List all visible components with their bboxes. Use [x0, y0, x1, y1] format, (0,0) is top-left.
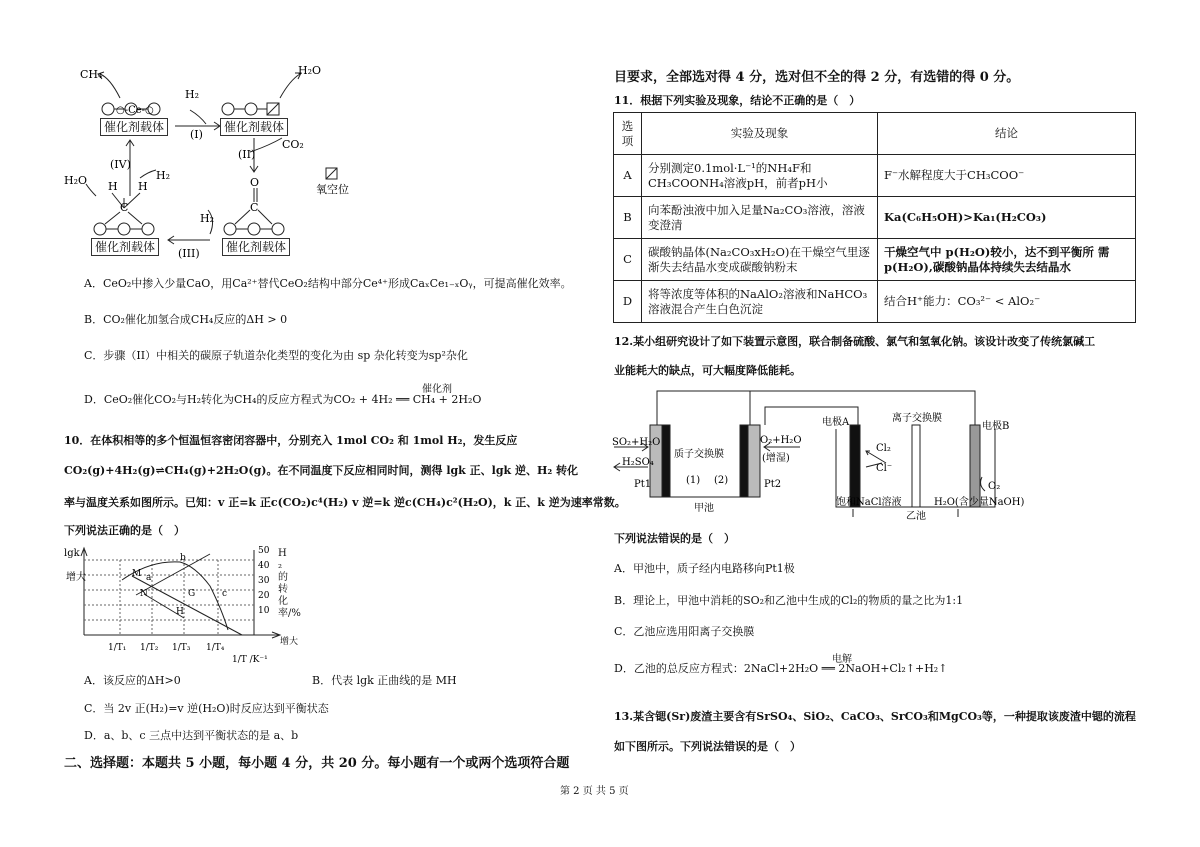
h2-label-1: H₂ — [185, 88, 200, 101]
table-header-conclusion: 结论 — [878, 113, 1136, 155]
cell-yi-label: 乙池 — [906, 511, 926, 522]
h2so4-label: H₂SO₄ — [622, 457, 654, 468]
right-tick-50: 50 — [258, 546, 270, 556]
table-row — [614, 197, 1136, 239]
ion-membrane-label: 离子交换膜 — [892, 413, 942, 424]
vacancy-label: 氧空位 — [316, 183, 349, 196]
electrode-b-label: 电极B — [982, 421, 1010, 432]
q10-stem-line-4: 下列说法正确的是（ ） — [64, 524, 185, 537]
water-naoh-label: H₂O(含少量NaOH) — [934, 497, 1025, 508]
ce-atom-label: ○-Ce-○ — [116, 105, 154, 116]
carrier-box-3: 催化剂载体 — [91, 238, 159, 256]
h-label-1: H — [108, 180, 118, 193]
x-axis-arrow-label: 增大 — [280, 637, 299, 647]
point-c: c — [222, 589, 228, 599]
h2-label-3: H₂ — [200, 212, 215, 225]
electrolysis-apparatus-diagram — [610, 385, 1030, 525]
chamber-2-label: (2) — [714, 475, 729, 486]
c-label-2: C — [250, 201, 259, 214]
carrier-box-2: 催化剂载体 — [220, 118, 288, 136]
electrode-a-label: 电极A — [822, 417, 850, 428]
q12-question: 下列说法错误的是（ ） — [614, 532, 735, 545]
q13-stem-line-2: 如下图所示。下列说法错误的是（ ） — [614, 740, 801, 753]
q10-option-d: D．a、b、c 三点中达到平衡状态的是 a、b — [84, 729, 299, 742]
q10-stem-line-3: 率与温度关系如图所示。已知：v 正=k 正c(CO₂)c⁴(H₂) v 逆=k 逆c(CH₄)c²(H₂O)，k 正、k 逆为速率常数。 — [64, 496, 626, 509]
point-n: N — [140, 589, 148, 599]
q9-option-a: A．CeO₂中掺入少量CaO，用Ca²⁺替代CeO₂结构中部分Ce⁴⁺形成CaₓCe₁₋ₓOᵧ，可提高催化效率。 — [84, 277, 572, 290]
humidified-label: (增湿) — [762, 453, 790, 464]
table-cell: A — [614, 155, 642, 197]
point-a: a — [146, 573, 152, 583]
carrier-box-4: 催化剂载体 — [222, 238, 290, 256]
h2o-label-1: H₂O — [298, 64, 322, 77]
co2-label: CO₂ — [282, 138, 304, 151]
step-3-label: (III) — [178, 247, 200, 260]
right-tick-30: 30 — [258, 576, 270, 586]
q9-option-d: D．CeO₂催化CO₂与H₂转化为CH₄的反应方程式为CO₂ + 4H₂ ══ CH₄ + 2H₂O — [84, 393, 482, 406]
q10-stem-line-2: CO₂(g)+4H₂(g)⇌CH₄(g)+2H₂O(g)。在不同温度下反应相同时间，测得 lgk 正、lgk 逆、H₂ 转化 — [64, 464, 578, 477]
q9-option-c: C．步骤（II）中相关的碳原子轨道杂化类型的变化为由 sp 杂化转变为sp²杂化 — [84, 349, 468, 362]
step-2-label: (II) — [238, 148, 256, 161]
cell-jia-label: 甲池 — [694, 503, 714, 514]
table-cell: 结合H⁺能力：CO₃²⁻ < AlO₂⁻ — [878, 281, 1136, 323]
point-b: b — [180, 553, 186, 563]
so2-input-label: SO₂+H₂O — [612, 437, 661, 448]
table-row — [614, 155, 1136, 197]
lgk-conversion-graph — [60, 540, 310, 668]
x-axis-label: 1/T /K⁻¹ — [232, 655, 268, 665]
q12-stem-line-2: 业能耗大的缺点，可大幅度降低能耗。 — [614, 364, 801, 377]
h-label-2: H — [138, 180, 148, 193]
table-header-experiment: 实验及现象 — [642, 113, 878, 155]
nacl-solution-label: 饱和NaCl溶液 — [836, 497, 902, 508]
cl2-label: Cl₂ — [876, 443, 891, 454]
q12-option-a: A．甲池中，质子经内电路移向Pt1极 — [614, 562, 795, 575]
point-g: G — [188, 589, 196, 599]
c-label-1: C — [120, 201, 129, 214]
q12-electrolysis-label: 电解 — [832, 654, 852, 665]
table-cell: 将等浓度等体积的NaAlO₂溶液和NaHCO₃溶液混合产生白色沉淀 — [642, 281, 878, 323]
q10-option-c: C．当 2v 正(H₂)=v 逆(H₂O)时反应达到平衡状态 — [84, 702, 329, 715]
table-cell: 干燥空气中 p(H₂O)较小，达不到平衡所 需 p(H₂O),碳酸钠晶体持续失去结晶水 — [878, 239, 1136, 281]
o2-label: O₂ — [988, 481, 1001, 492]
q11-stem: 11．根据下列实验及现象，结论不正确的是（ ） — [614, 94, 861, 107]
q12-option-d: D．乙池的总反应方程式：2NaCl+2H₂O ══ 2NaOH+Cl₂↑+H₂↑ — [614, 662, 948, 675]
table-cell: 碳酸钠晶体(Na₂CO₃xH₂O)在干燥空气里逐渐失去结晶水变成碳酸钠粉末 — [642, 239, 878, 281]
carrier-box-1: 催化剂载体 — [100, 118, 168, 136]
table-cell: 向苯酚浊液中加入足量Na₂CO₃溶液，溶液变澄清 — [642, 197, 878, 239]
section-2-continuation: 目要求，全部选对得 4 分，选对但不全的得 2 分，有选错的得 0 分。 — [614, 70, 1020, 85]
x-tick-t2: 1/T₂ — [140, 643, 159, 653]
cl-minus-label: Cl⁻ — [876, 463, 893, 474]
point-h: H — [176, 607, 184, 617]
table-cell: 分别测定0.1mol·L⁻¹的NH₄F和CH₃COONH₄溶液pH，前者pH小 — [642, 155, 878, 197]
table-row — [614, 239, 1136, 281]
q11-table — [613, 112, 1136, 323]
table-cell: F⁻水解程度大于CH₃COO⁻ — [878, 155, 1136, 197]
q9-catalyst-label: 催化剂 — [422, 384, 452, 395]
q9-option-b: B．CO₂催化加氢合成CH₄反应的ΔH > 0 — [84, 313, 288, 326]
right-tick-40: 40 — [258, 561, 270, 571]
right-axis-label: H₂的转化率/% — [278, 548, 301, 619]
h2o-label-2: H₂O — [64, 174, 88, 187]
q13-stem-line-1: 13.某含锶(Sr)废渣主要含有SrSO₄、SiO₂、CaCO₃、SrCO₃和MgCO₃等，一种提取该废渣中锶的流程 — [614, 710, 1136, 723]
q12-stem-line-1: 12.某小组研究设计了如下装置示意图，联合制备硫酸、氯气和氢氧化钠。该设计改变了传统氯碱工 — [614, 335, 1096, 348]
x-tick-t1: 1/T₁ — [108, 643, 127, 653]
h2-label-2: H₂ — [156, 169, 171, 182]
table-cell: D — [614, 281, 642, 323]
o2-input-label: O₂+H₂O — [760, 435, 802, 446]
q10-stem-line-1: 10．在体积相等的多个恒温恒容密闭容器中，分别充入 1mol CO₂ 和 1mol H₂，发生反应 — [64, 434, 518, 447]
page-footer: 第 2 页 共 5 页 — [560, 786, 629, 797]
table-cell: B — [614, 197, 642, 239]
q10-option-a: A．该反应的ΔH>0 — [84, 674, 181, 687]
x-tick-t4: 1/T₄ — [206, 643, 225, 653]
right-tick-10: 10 — [258, 606, 270, 616]
ch4-label: CH₄ — [80, 68, 103, 81]
graph-ylabel: lgk — [64, 548, 80, 559]
q12-option-b: B．理论上，甲池中消耗的SO₂和乙池中生成的Cl₂的物质的量之比为1:1 — [614, 594, 964, 607]
o-label: O — [250, 176, 260, 189]
table-cell: Ka(C₆H₅OH)>Ka₁(H₂CO₃) — [878, 197, 1136, 239]
pt1-label: Pt1 — [634, 479, 652, 490]
point-m: M — [132, 569, 142, 579]
q12-option-c: C．乙池应选用阳离子交换膜 — [614, 625, 755, 638]
graph-yarrow: 增大 — [66, 572, 86, 583]
table-row — [614, 281, 1136, 323]
pt2-label: Pt2 — [764, 479, 782, 490]
q10-option-b: B．代表 lgk 正曲线的是 MH — [312, 674, 457, 687]
table-cell: C — [614, 239, 642, 281]
section-2-heading: 二、选择题：本题共 5 小题，每小题 4 分，共 20 分。每小题有一个或两个选项符合题 — [64, 756, 570, 771]
step-1-label: (I) — [190, 128, 203, 141]
chamber-1-label: (1) — [686, 475, 701, 486]
proton-membrane-label: 质子交换膜 — [674, 449, 724, 460]
x-tick-t3: 1/T₃ — [172, 643, 191, 653]
right-tick-20: 20 — [258, 591, 270, 601]
table-header-option: 选项 — [614, 113, 642, 155]
step-4-label: (IV) — [110, 158, 131, 171]
